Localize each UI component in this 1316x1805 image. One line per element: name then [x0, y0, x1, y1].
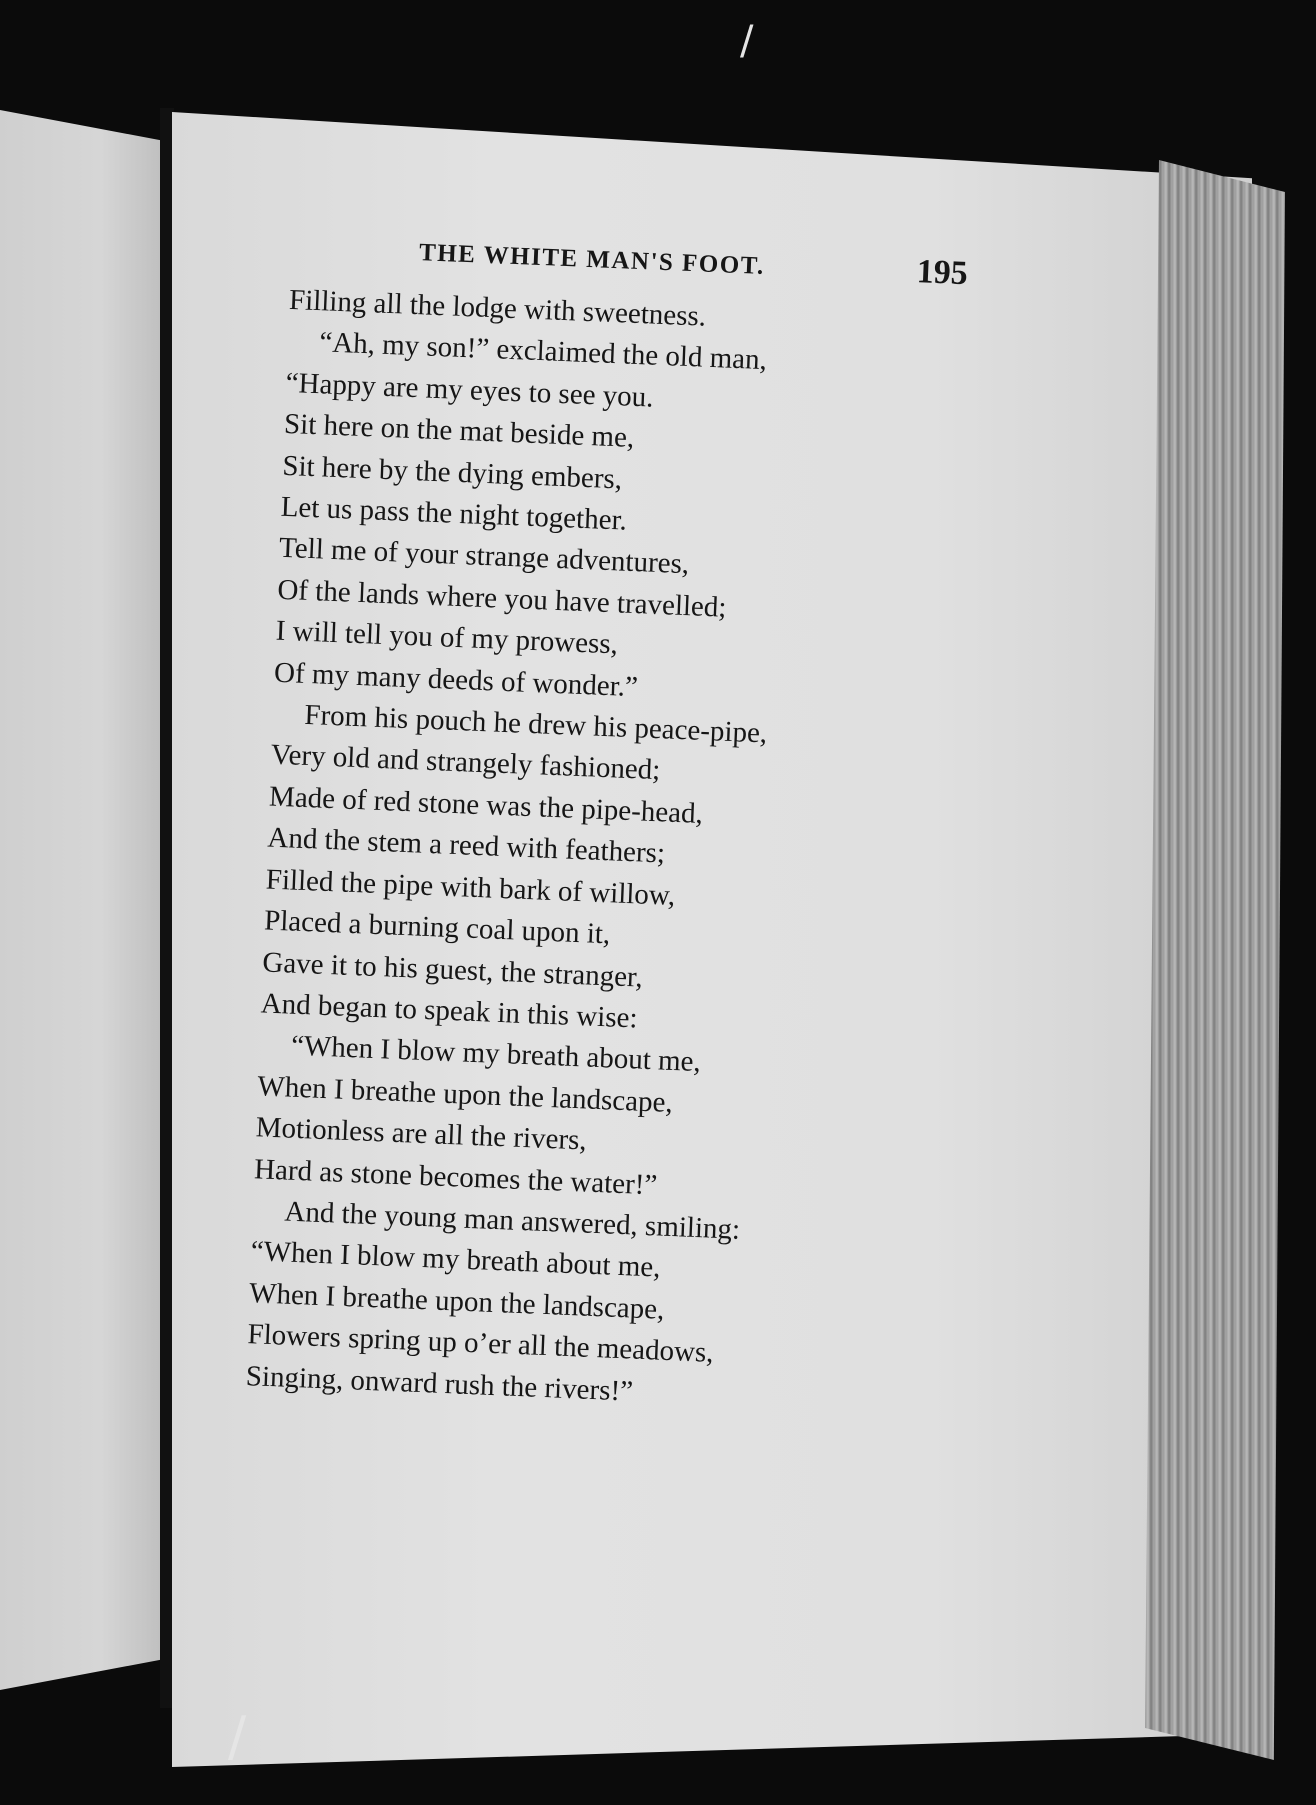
stray-mark-bottom: / — [228, 1705, 247, 1768]
poem-line: “When I blow my breath about me, — [290, 1029, 702, 1079]
book-gutter — [160, 108, 174, 1708]
poem-lines — [245, 280, 1009, 1426]
poem-line: Singing, onward rush the rivers!” — [245, 1359, 634, 1408]
poem-line: Made of red stone was the pipe-head, — [268, 780, 704, 830]
poem-line: And began to speak in this wise: — [260, 987, 639, 1035]
poem-line: Filling all the lodge with sweetness. — [288, 283, 707, 333]
poem-line: Sit here on the mat beside me, — [283, 408, 635, 455]
poem-line: Gave it to his guest, the stranger, — [261, 945, 644, 994]
poem-line: And the young man answered, smiling: — [283, 1195, 741, 1246]
poem-line: Hard as stone becomes the water!” — [253, 1152, 658, 1201]
stray-mark-top: / — [740, 18, 754, 64]
poem-line: “Happy are my eyes to see you. — [285, 366, 655, 414]
poem-line: Of my many deeds of wonder.” — [273, 656, 639, 703]
poem-line: Flowers spring up o’er all the meadows, — [246, 1318, 715, 1369]
poem-line: Very old and strangely fashioned; — [270, 739, 661, 787]
poem-line: From his pouch he drew his peace-pipe, — [303, 698, 768, 750]
page-number: 195 — [916, 253, 969, 293]
poem-line: Of the lands where you have travelled; — [276, 573, 728, 624]
poem-line: Placed a burning coal upon it, — [263, 904, 611, 951]
poem-line: Motionless are all the rivers, — [255, 1111, 588, 1157]
poem-line: Sit here by the dying embers, — [281, 449, 623, 496]
poem-line: Filled the pipe with bark of willow, — [265, 863, 676, 912]
poem-line: When I breathe upon the landscape, — [256, 1070, 674, 1119]
poem-line: “Ah, my son!” exclaimed the old man, — [318, 326, 768, 377]
poem-line: And the stem a reed with feathers; — [266, 821, 666, 870]
running-head-title: THE WHITE MAN'S FOOT. — [418, 239, 766, 280]
poem-line: “When I blow my breath about me, — [250, 1235, 662, 1284]
poem-text-block — [245, 228, 1011, 1426]
page-edges — [1145, 160, 1285, 1760]
poem-line: When I breathe upon the landscape, — [248, 1276, 666, 1326]
poem-line: I will tell you of my prowess, — [275, 614, 619, 661]
poem-line: Tell me of your strange adventures, — [278, 532, 690, 581]
left-page — [0, 110, 168, 1690]
poem-line: Let us pass the night together. — [280, 490, 628, 537]
